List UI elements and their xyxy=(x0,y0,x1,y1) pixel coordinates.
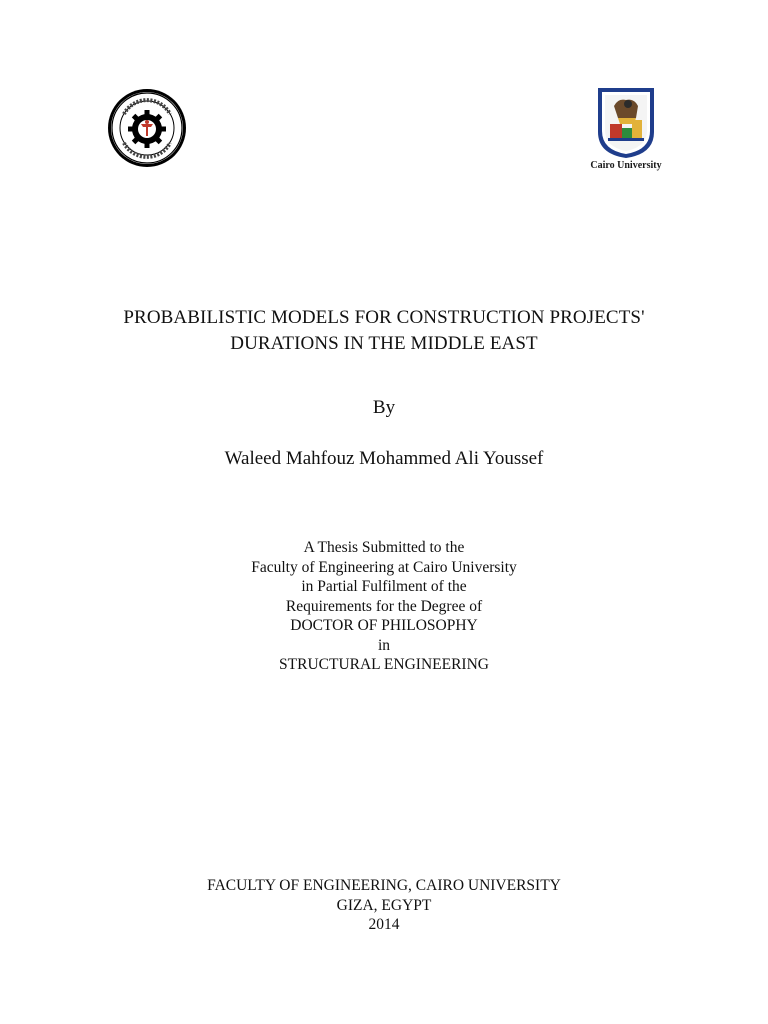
by-label: By xyxy=(372,397,396,418)
thesis-line: in Partial Fulfilment of the xyxy=(301,578,467,595)
cairo-university-crest-icon xyxy=(584,84,668,160)
cairo-university-caption: Cairo University xyxy=(590,160,662,171)
thesis-line: in xyxy=(377,636,391,654)
degree-name: DOCTOR OF PHILOSOPHY xyxy=(290,617,478,634)
faculty-gear-seal-icon xyxy=(106,88,188,168)
title-line-2: DURATIONS IN THE MIDDLE EAST xyxy=(230,333,538,354)
field-name: STRUCTURAL ENGINEERING xyxy=(279,656,489,673)
institution-footer xyxy=(0,876,768,935)
thesis-line: Faculty of Engineering at Cairo University xyxy=(251,558,517,576)
author-name: Waleed Mahfouz Mohammed Ali Youssef xyxy=(224,448,544,469)
thesis-line: A Thesis Submitted to the xyxy=(303,539,465,556)
faculty-logo xyxy=(106,88,188,168)
thesis-line: Requirements for the Degree of xyxy=(285,597,483,615)
thesis-statement xyxy=(0,538,768,675)
institution-name: FACULTY OF ENGINEERING, CAIRO UNIVERSITY xyxy=(207,877,561,894)
title-line-1: PROBABILISTIC MODELS FOR CONSTRUCTION PROJECTS' xyxy=(123,307,645,328)
institution-location: GIZA, EGYPT xyxy=(336,896,432,914)
thesis-year: 2014 xyxy=(368,916,400,933)
thesis-title xyxy=(0,305,768,357)
